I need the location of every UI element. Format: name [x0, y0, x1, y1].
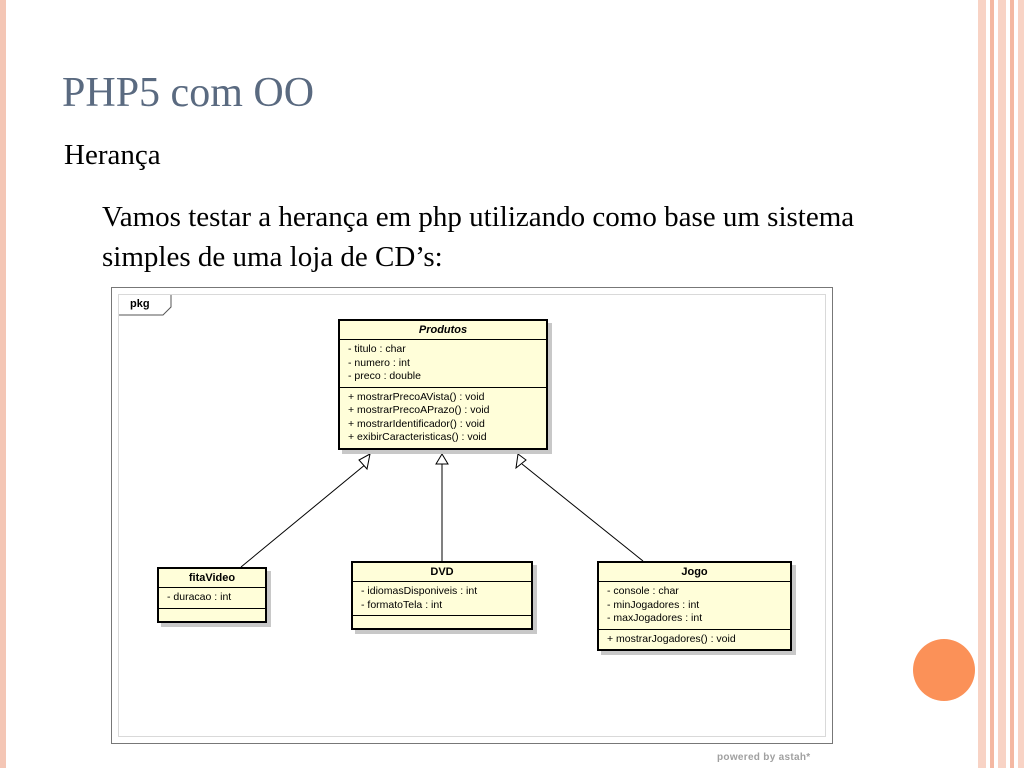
- methods-section: [353, 616, 531, 628]
- attribute: - minJogadores : int: [607, 598, 700, 611]
- class-name: DVD: [353, 563, 531, 582]
- methods-section: [159, 609, 265, 621]
- class-dvd: [351, 561, 533, 630]
- attribute: - duracao : int: [167, 591, 232, 603]
- attributes-section: [159, 588, 265, 609]
- class-produtos: [338, 319, 548, 450]
- attribute: - maxJogadores : int: [607, 612, 703, 624]
- method: + mostrarJogadores() : void: [607, 632, 736, 645]
- attributes-section: [353, 582, 531, 616]
- attribute: - numero : int: [348, 356, 410, 369]
- attributes-section: [599, 582, 790, 630]
- package-label: pkg: [130, 298, 150, 310]
- method: + exibirCaracteristicas() : void: [348, 431, 487, 443]
- method: + mostrarPrecoAPrazo() : void: [348, 404, 490, 416]
- uml-class-diagram: [111, 287, 833, 744]
- attributes-section: [340, 340, 546, 388]
- class-fitavideo: [157, 567, 267, 623]
- right-frame-stripes: [978, 0, 1024, 768]
- attribute: - preco : double: [348, 370, 421, 382]
- method: + mostrarIdentificador() : void: [348, 417, 485, 430]
- slide-subtitle: Herança: [64, 139, 161, 171]
- attribute: - titulo : char: [348, 343, 406, 355]
- left-frame-bar: [0, 0, 6, 768]
- methods-section: [599, 630, 790, 650]
- class-name: Produtos: [340, 321, 546, 340]
- class-jogo: [597, 561, 792, 651]
- class-name: Jogo: [599, 563, 790, 582]
- slide-body-text: Vamos testar a herança em php utilizando como base um sistema simples de uma loja de CD’s:: [102, 201, 855, 273]
- slide-title: PHP5 com OO: [62, 70, 315, 116]
- attribute: - formatoTela : int: [361, 598, 443, 611]
- attribute: - console : char: [607, 585, 679, 597]
- attribute: - idiomasDisponiveis : int: [361, 585, 478, 597]
- method: + mostrarPrecoAVista() : void: [348, 390, 485, 403]
- decorative-circle: [913, 639, 975, 701]
- class-name: fitaVideo: [159, 569, 265, 588]
- methods-section: [340, 388, 546, 448]
- astah-watermark: powered by astah*: [717, 752, 811, 763]
